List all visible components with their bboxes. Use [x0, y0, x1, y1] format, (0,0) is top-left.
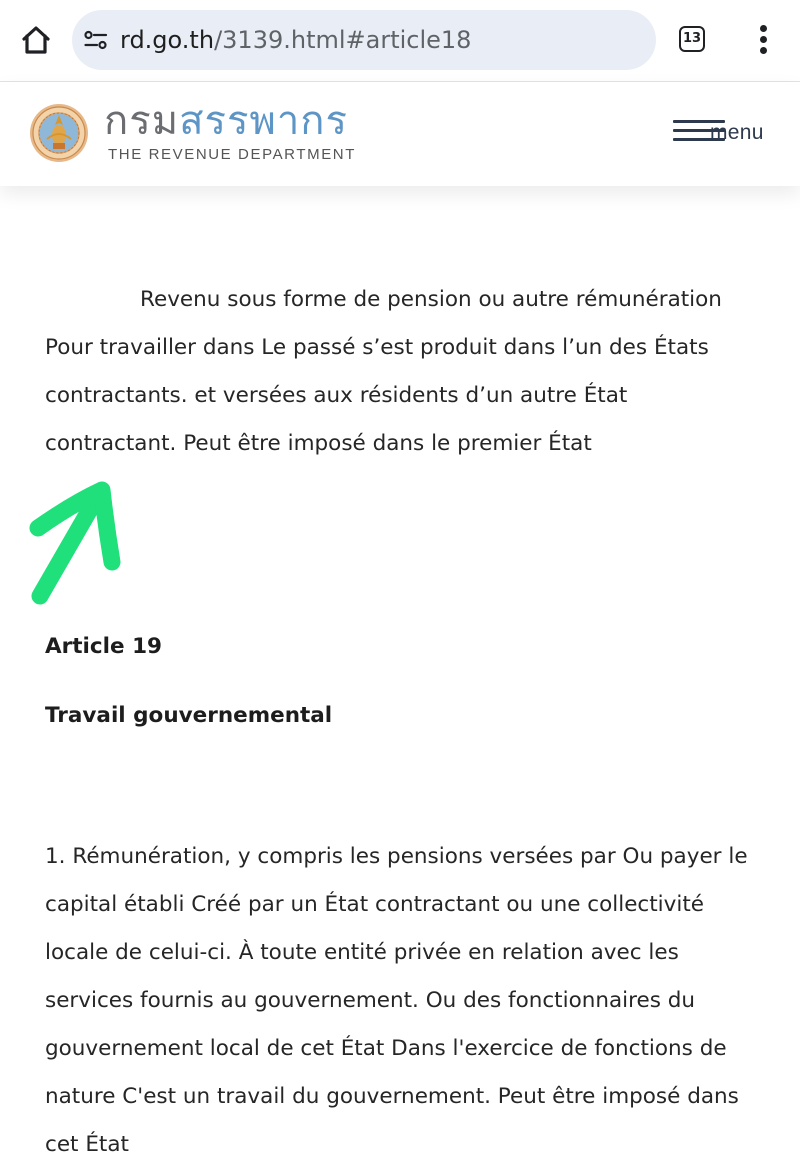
- home-icon: [16, 20, 56, 60]
- url-path: /3139.html#article18: [214, 26, 472, 54]
- logo-thai-wordmark[interactable]: [104, 98, 348, 144]
- paragraph-pension: Revenu sous forme de pension ou autre rémunération Pour travailler dans Le passé s’est produit dans l’un des États contractants. et versées aux résidents d’un autre État contractant. Peut être imposé dans le premier État: [45, 287, 722, 456]
- article-heading: Article 19: [45, 634, 162, 659]
- logo-thai-part1: กรม: [104, 98, 180, 144]
- home-button[interactable]: [16, 20, 56, 60]
- url-text[interactable]: [120, 10, 471, 70]
- browser-toolbar: [0, 0, 800, 82]
- logo-english-wordmark: THE REVENUE DEPARTMENT: [108, 146, 357, 163]
- more-options-icon[interactable]: [752, 24, 776, 56]
- url-host: rd.go.th: [120, 26, 215, 54]
- menu-button[interactable]: [670, 116, 780, 156]
- tab-switcher-icon[interactable]: 13: [679, 26, 705, 52]
- menu-label: menu: [710, 121, 764, 144]
- logo-thai-part2: สรรพากร: [179, 98, 348, 144]
- annotation-arrow-icon: [22, 476, 132, 616]
- site-header: [0, 82, 800, 186]
- paragraph-remuneration: 1. Rémunération, y compris les pensions versées par Ou payer le capital établi Créé par un État contractant ou une collectivité locale de celui-ci. À toute entité privée en relation avec les services fournis au gouvernement. Ou des fonctionnaires du gouvernement local de cet État Dans l'exercice de fonctions de nature C'est un travail du gouvernement. Peut être imposé dans cet État: [45, 844, 748, 1157]
- article-title: Travail gouvernemental: [45, 703, 333, 728]
- revenue-department-seal-icon[interactable]: [29, 103, 89, 163]
- article-content: [45, 276, 755, 468]
- site-info-icon[interactable]: [82, 26, 110, 54]
- article-body: [45, 833, 760, 1169]
- address-bar[interactable]: [72, 10, 656, 70]
